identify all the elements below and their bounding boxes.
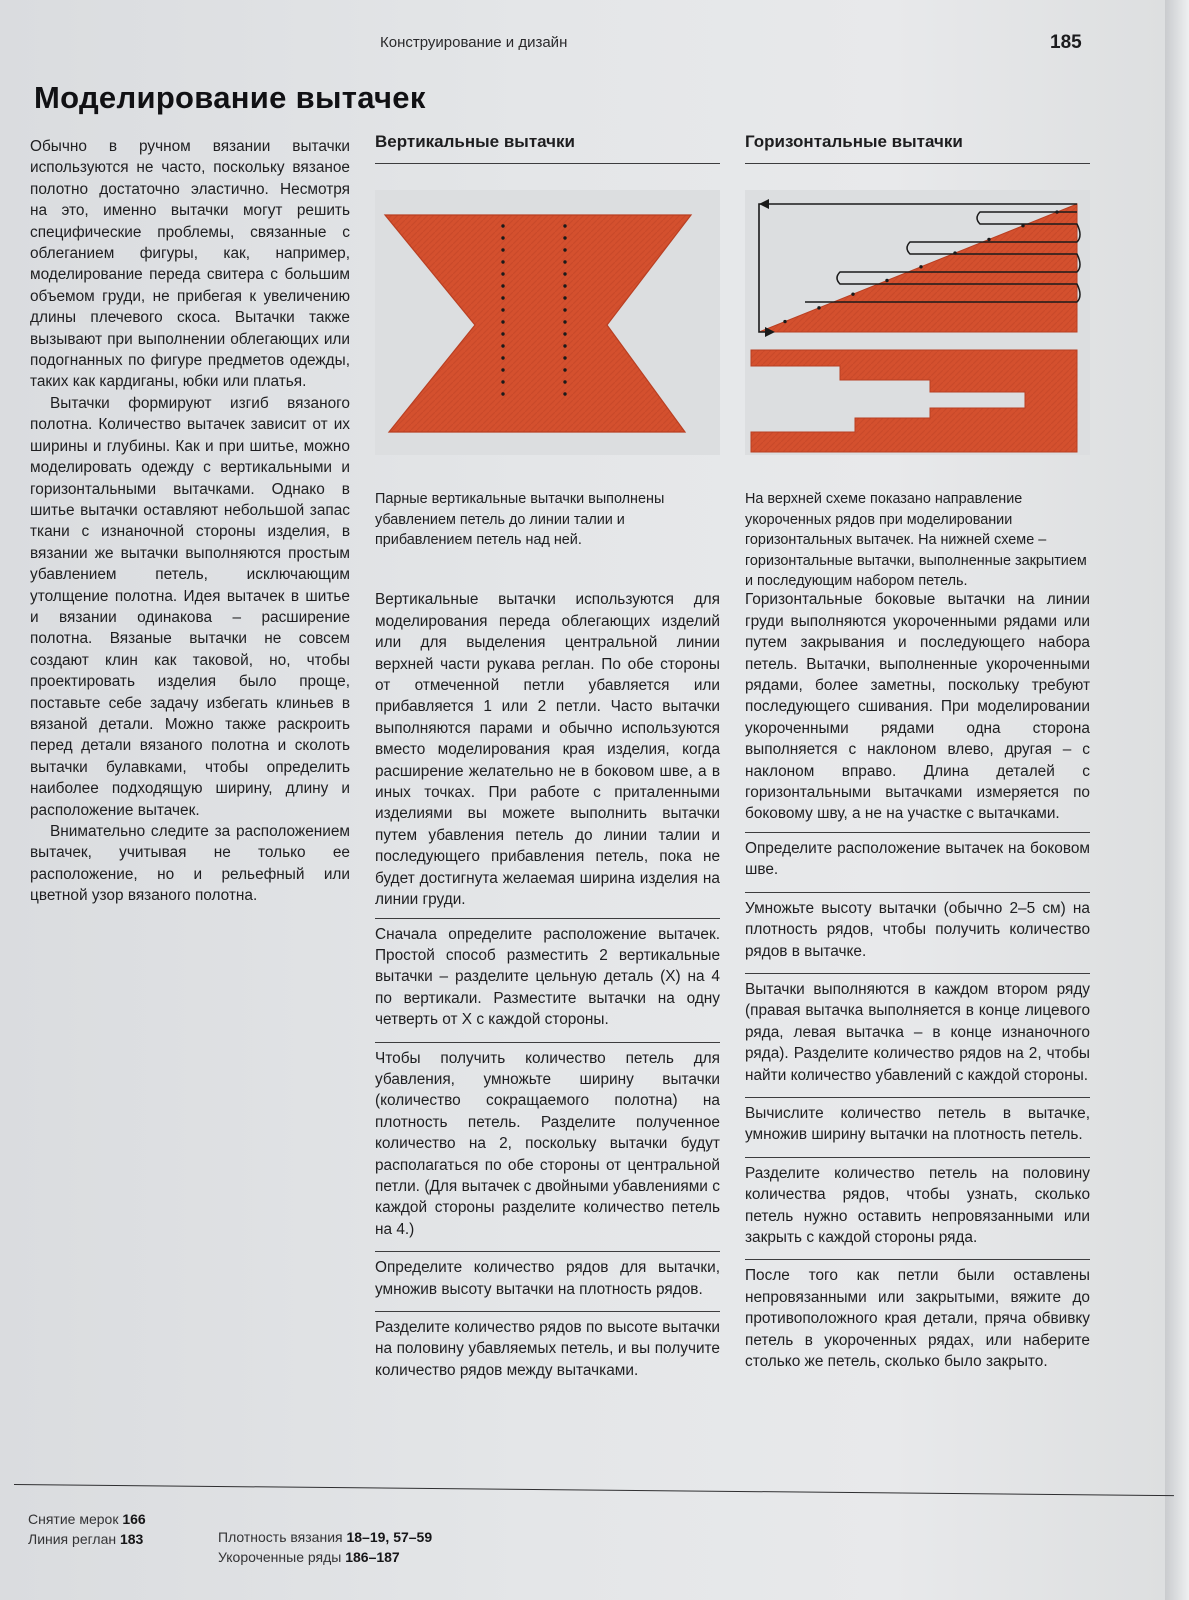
dart-marker-dot <box>563 261 566 264</box>
vertical-darts-text: Вертикальные вытачки используются для моделирования переда облегающих изделий или для выделения центральной линии верхней части рукава реглан. По обе стороны от отмеченной петли убавляется или прибавляется 1 или 2 петли. Часто вытачки выполняются парами и обычно используются вместо моделирования края изделия, когда расширение желательно не в боковом шве, а в иных точках. При работе с приталенными изделиями вы можете выполнить вытачки путем убавления петель до линии талии и последующего прибавления петель, пока не будет достигнута желаемая ширина изделия на линии груди. <box>375 591 720 909</box>
page-spine-shadow <box>1165 0 1189 1600</box>
horizontal-darts-diagram <box>745 190 1090 455</box>
instruction-step: Чтобы получить количество петель для убавления, умножьте ширину вытачки (количество сокращаемого полотна) на плотность петель. Разделите полученное количество на 2, поскольку вытачки будут располагаться по обе стороны от центральной петли. (Для вытачек с двойными убавлениями с каждой стороны разделите количество петель на 4.) <box>375 1042 720 1252</box>
intro-column <box>30 136 350 907</box>
instruction-step: Сначала определите расположение вытачек. Простой способ разместить 2 вертикальные вытачки – разделите цельную деталь (X) на 4 по вертикали. Разместите вытачки на одну четверть от X с каждой стороны. <box>375 918 720 1042</box>
horizontal-darts-column <box>745 131 1090 1383</box>
cross-reference[interactable]: Снятие мерок 166 <box>28 1511 146 1527</box>
wedge-marker-dot <box>885 279 888 282</box>
dart-marker-dot <box>563 273 566 276</box>
dart-marker-dot <box>501 237 504 240</box>
wedge-marker-dot <box>1021 224 1024 227</box>
cross-references-right <box>218 1527 432 1567</box>
instruction-step: Разделите количество рядов по высоте вытачки на половину убавляемых петель, и вы получите количество рядов между вытачками. <box>375 1311 720 1392</box>
wedge-marker-dot <box>919 265 922 268</box>
wedge-marker-dot <box>1055 211 1058 214</box>
dart-marker-dot <box>563 237 566 240</box>
wedge-marker-dot <box>851 293 854 296</box>
dart-marker-dot <box>563 393 566 396</box>
instruction-step: После того как петли были оставлены непровязанными или закрытыми, вяжите до противоположного края детали, пряча обвивку петель в укороченных рядах, или наберите столько же петель, сколько было закрыто. <box>745 1259 1090 1383</box>
horizontal-darts-text: Горизонтальные боковые вытачки на линии груди выполняются укороченными рядами или путем закрывания и последующего набора петель. Вытачки, выполненные укороченными рядами, более заметны, поскольку требуют последующего сшивания. При моделировании укороченными рядами одна сторона выполняется с наклоном влево, другая – с наклоном вправо. Длина деталей с горизонтальными вытачками измеряется по боковому шву, а не на участке с вытачками. <box>745 591 1090 823</box>
dart-marker-dot <box>563 333 566 336</box>
running-header: Конструирование и дизайн <box>380 34 568 51</box>
dart-marker-dot <box>563 285 566 288</box>
dart-marker-dot <box>501 345 504 348</box>
vertical-darts-caption: Парные вертикальные вытачки выполнены убавлением петель до линии талии и прибавлением петель над ней. <box>375 491 665 549</box>
instruction-step: Определите количество рядов для вытачки, умножив высоту вытачки на плотность рядов. <box>375 1251 720 1311</box>
dart-marker-dot <box>501 393 504 396</box>
intro-paragraph: Внимательно следите за расположением вытачек, учитывая не только ее расположение, но и рельефный или цветной узор вязаного полотна. <box>30 823 350 905</box>
dart-marker-dot <box>501 321 504 324</box>
page-number: 185 <box>1050 32 1082 53</box>
footer-rule <box>14 1484 1174 1496</box>
cross-reference[interactable]: Плотность вязания 18–19, 57–59 <box>218 1529 433 1545</box>
horizontal-darts-caption: На верхней схеме показано направление укороченных рядов при моделировании горизонтальных вытачек. На нижней схеме – горизонтальные вытачки, выполненные закрытием и последующим набором петель. <box>745 491 1087 590</box>
dart-marker-dot <box>563 357 566 360</box>
intro-paragraph: Вытачки формируют изгиб вязаного полотна. Количество вытачек зависит от их ширины и глубины. Как и при шитье, можно моделировать одежду с вертикальными и горизонтальными вытачками. Однако в шитье вытачки оставляют небольшой запас ткани с изнаночной стороны изделия, в вязании же вытачки выполняются простым убавлением петель, исключающим утолщение полотна. Идея вытачек в шитье и вязании одинакова – расширение полотна. Вязаные вытачки не совсем создают клин как таковой, но, чтобы проектировать изделия было проще, поставьте себе задачу избегать клиньев в вязаной детали. Можно также раскроить перед детали вязаного полотна и сколоть вытачки булавками, чтобы определить наиболее подходящую ширину, длину и расположение вытачек. <box>30 394 350 819</box>
dart-marker-dot <box>563 321 566 324</box>
vertical-darts-diagram <box>375 190 720 455</box>
wedge-marker-dot <box>783 320 786 323</box>
dart-marker-dot <box>563 225 566 228</box>
dart-marker-dot <box>501 225 504 228</box>
dart-marker-dot <box>501 273 504 276</box>
dart-marker-dot <box>501 309 504 312</box>
dart-marker-dot <box>563 345 566 348</box>
horizontal-darts-figure <box>745 190 1090 455</box>
dart-marker-dot <box>501 357 504 360</box>
dart-marker-dot <box>563 297 566 300</box>
dart-marker-dot <box>501 333 504 336</box>
dart-marker-dot <box>501 249 504 252</box>
page-title: Моделирование вытачек <box>34 80 426 115</box>
dart-marker-dot <box>501 285 504 288</box>
intro-paragraph: Обычно в ручном вязании вытачки используются не часто, поскольку вязаное полотно достаточно эластично. Несмотря на это, именно вытачки могут решить специфические проблемы, связанные с облеганием фигуры, как, например, моделирование переда свитера с большим объемом груди, не прибегая к увеличению длины плечевого скоса. Вытачки также вызывают при выполнении облегающих или подогнанных по фигуре предметов одежды, таких как кардиганы, юбки или платья. <box>30 138 350 391</box>
horizontal-darts-heading: Горизонтальные вытачки <box>745 131 1090 164</box>
dart-marker-dot <box>563 309 566 312</box>
cross-references-left <box>28 1509 146 1549</box>
dart-marker-dot <box>501 369 504 372</box>
vertical-darts-heading: Вертикальные вытачки <box>375 131 720 164</box>
vertical-darts-figure <box>375 190 720 455</box>
wedge-marker-dot <box>817 307 820 310</box>
wedge-marker-dot <box>953 252 956 255</box>
dart-marker-dot <box>563 249 566 252</box>
instruction-step: Вытачки выполняются в каждом втором ряду (правая вытачка выполняется в конце лицевого ряда, левая вытачка – в конце изнаночного ряда). Разделите количество рядов на 2, чтобы найти количество убавлений с каждой стороны. <box>745 973 1090 1097</box>
dart-marker-dot <box>501 297 504 300</box>
instruction-step: Определите расположение вытачек на боковом шве. <box>745 832 1090 892</box>
dart-marker-dot <box>501 261 504 264</box>
dart-marker-dot <box>563 381 566 384</box>
instruction-step: Разделите количество петель на половину количества рядов, чтобы узнать, сколько петель нужно оставить непровязанными или закрыть с каждой стороны ряда. <box>745 1157 1090 1260</box>
cross-reference[interactable]: Укороченные ряды 186–187 <box>218 1549 400 1565</box>
vertical-darts-column <box>375 131 720 1392</box>
dart-marker-dot <box>501 381 504 384</box>
cross-reference[interactable]: Линия реглан 183 <box>28 1531 144 1547</box>
instruction-step: Умножьте высоту вытачки (обычно 2–5 см) на плотность рядов, чтобы получить количество рядов в вытачке. <box>745 892 1090 973</box>
instruction-step: Вычислите количество петель в вытачке, умножив ширину вытачки на плотность петель. <box>745 1097 1090 1157</box>
dart-marker-dot <box>563 369 566 372</box>
wedge-marker-dot <box>987 238 990 241</box>
